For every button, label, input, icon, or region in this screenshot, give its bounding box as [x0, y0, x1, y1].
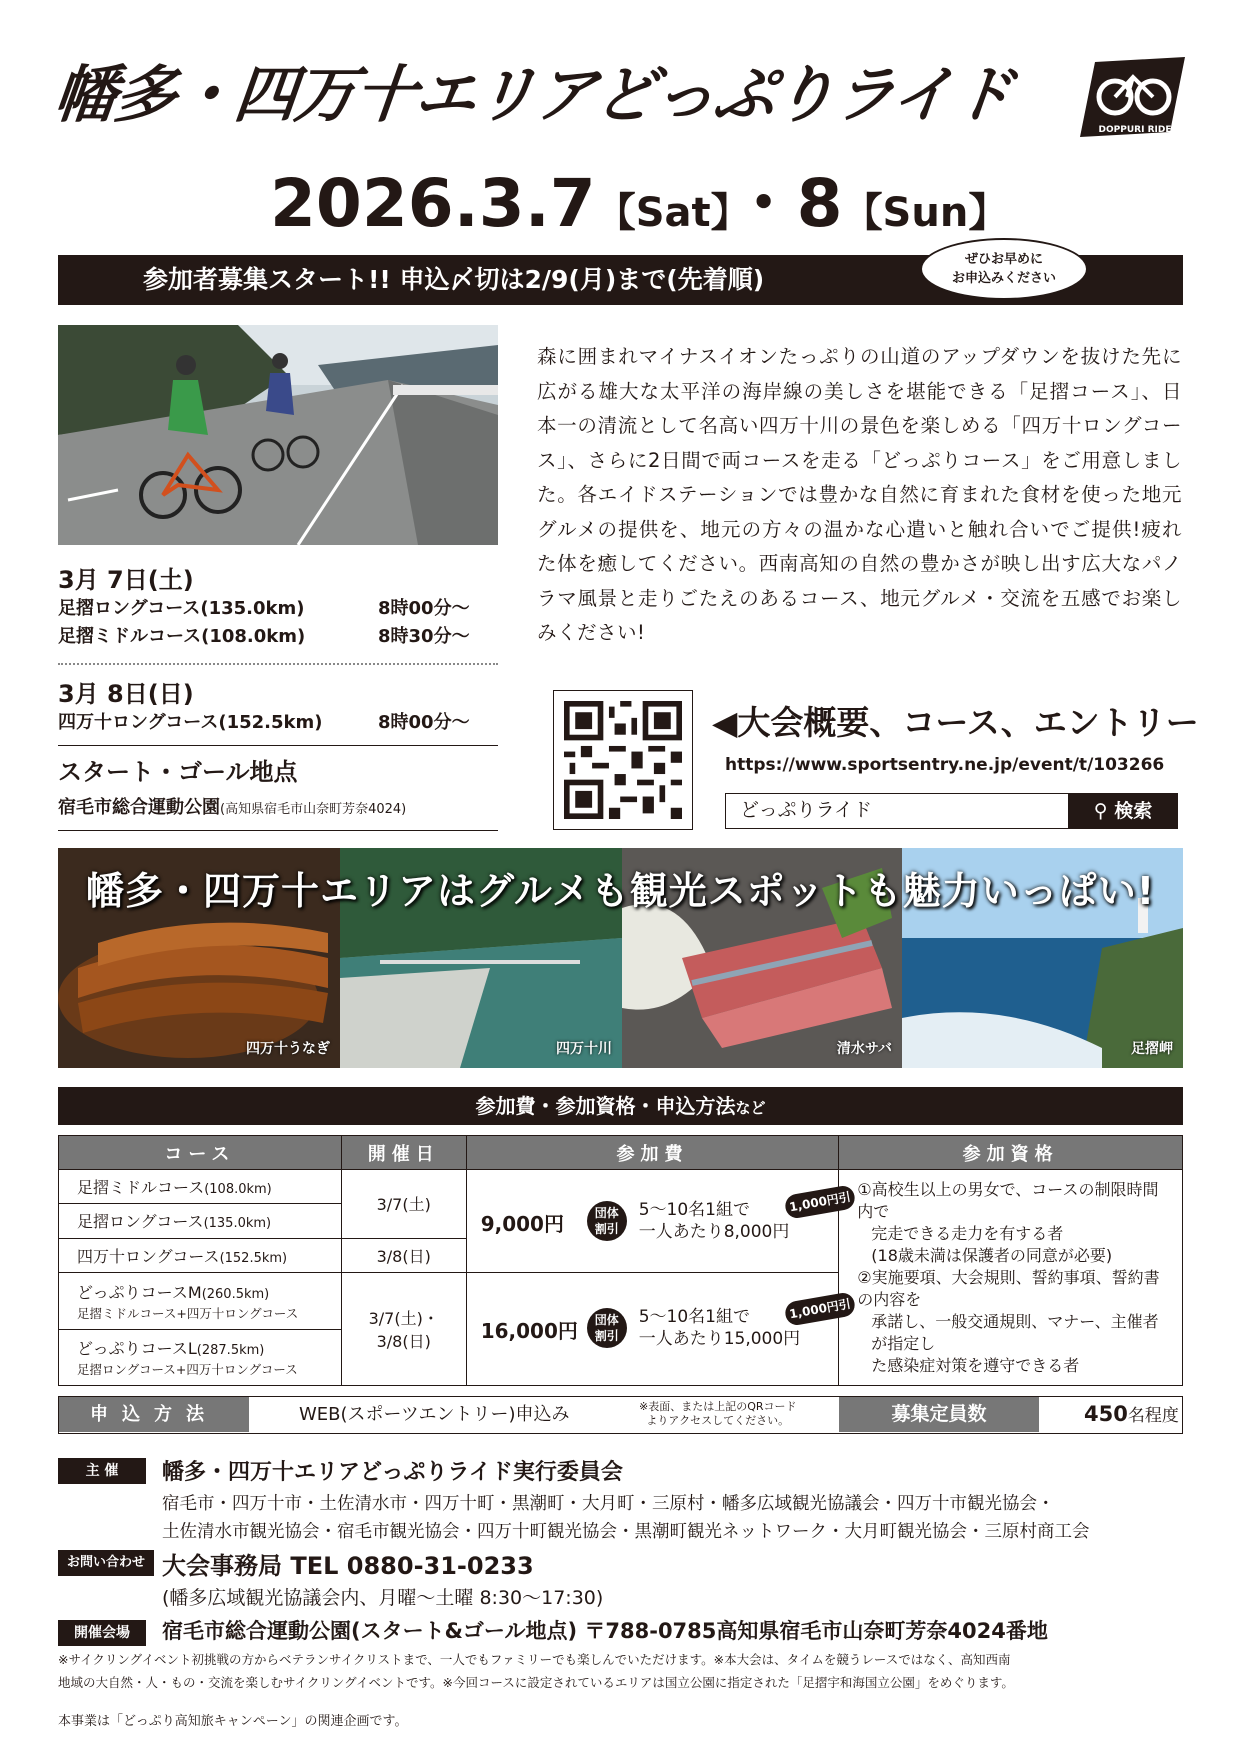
schedule-divider [58, 830, 498, 831]
organizer-members: 土佐清水市観光協会・宿毛市観光協会・四万十町観光協会・黒潮町観光ネットワーク・大月町観光協会・三原村商工会 [162, 1522, 1090, 1542]
col-header: コース [59, 1136, 342, 1170]
qr-code[interactable] [553, 690, 693, 830]
fees-title: 参加費・参加資格・申込方法 [475, 1094, 736, 1118]
fee-price: 16,000円 [480, 1319, 578, 1343]
apply-method: WEB(スポーツエントリー)申込み [299, 1404, 570, 1425]
schedule-row [58, 595, 498, 623]
registration-banner: 参加者募集スタート!! 申込〆切は2/9(月)まで(先着順) [58, 255, 1183, 305]
bubble-line1: ぜひお早めに [964, 252, 1043, 267]
schedule-time: 8時00分〜 [378, 598, 470, 619]
day-first: 【Sat】 [595, 190, 731, 236]
discount-tag: 1,000円引 [783, 1291, 856, 1327]
fees-section-title [58, 1087, 1183, 1125]
bubble-line2: お申込みください [951, 271, 1056, 286]
course-cell: どっぷりコースM(260.5km) 足摺ミドルコース+四万十ロングコース [59, 1273, 342, 1330]
apply-note: ※表面、または上記のQRコード よりアクセスしてください。 [639, 1400, 797, 1427]
fees-table [58, 1135, 1183, 1386]
schedule-course: 足摺ミドルコース(108.0km) [58, 626, 306, 647]
col-header: 参加資格 [839, 1136, 1183, 1170]
course-cell: 足摺ロングコース(135.0km) [59, 1204, 342, 1238]
schedule-row [58, 623, 498, 651]
fee-cell [466, 1170, 852, 1273]
event-date [270, 150, 1070, 240]
group-discount-text: 5〜10名1組で 一人あたり15,000円 [638, 1307, 801, 1349]
col-header: 開催日 [341, 1136, 466, 1170]
date-cell: 3/8(日) [341, 1238, 466, 1272]
early-entry-bubble [920, 238, 1088, 300]
schedule-row [58, 709, 498, 737]
capacity-label: 募集定員数 [839, 1397, 1039, 1432]
triangle-left-icon: ◀ [712, 703, 738, 742]
photo-gallery [58, 848, 1183, 1068]
gallery-label: 清水サバ [836, 1041, 892, 1057]
schedule-course: 足摺ロングコース(135.0km) [58, 598, 305, 619]
contact-label: お問い合わせ [58, 1550, 154, 1576]
schedule-divider [58, 745, 498, 746]
venue-text: 宿毛市総合運動公園(スタート&ゴール地点) 〒788-0785高知県宿毛市山奈町芳奈4024番地 [162, 1619, 1048, 1643]
qr-code-icon [564, 701, 682, 819]
search-icon: ⚲ [1093, 800, 1108, 822]
fee-cell [466, 1273, 852, 1386]
entry-url[interactable]: https://www.sportsentry.ne.jp/event/t/103266 [725, 755, 1165, 775]
capacity-value: 450名程度 [1084, 1402, 1179, 1426]
fees-title-suffix: など [735, 1099, 766, 1117]
venue-title: スタート・ゴール地点 [58, 758, 298, 786]
date-year: 2026 [270, 165, 454, 242]
fee-price: 9,000円 [480, 1212, 564, 1236]
date-cell: 3/7(土)・ 3/8(日) [341, 1273, 466, 1386]
day-second: 【Sun】 [842, 190, 1009, 236]
group-discount-badge: 団体 割引 [587, 1308, 627, 1348]
organizer-label: 主 催 [58, 1458, 146, 1484]
group-discount-badge: 団体 割引 [587, 1201, 627, 1241]
day1-schedule [58, 560, 498, 651]
col-header: 参加費 [466, 1136, 839, 1170]
event-title: 幡多・四万十エリアどっぷりライド [50, 58, 1016, 131]
venue-block [58, 752, 498, 819]
venue-label: 開催会場 [58, 1620, 146, 1646]
date-second: 8 [796, 165, 843, 242]
venue-address: (高知県宿毛市山奈町芳奈4024) [220, 802, 407, 817]
campaign-note: 本事業は「どっぷり高知旅キャンペーン」の関連企画です。 [58, 1714, 408, 1729]
apply-label: 申込方法 [59, 1397, 249, 1432]
gallery-label: 四万十うなぎ [246, 1041, 330, 1057]
footnote: ※サイクリングイベント初挑戦の方からベテランサイクリストまで、一人でもファミリーでも楽しんでいただけます。※本大会は、タイムを競うレースではなく、高知西南 地域の大自然・人・もの・交流を楽しむサイクリングイベントです。※今回コースに設定されているエリアは国立公園に指定された「足摺宇和海国立公園」をめぐります。 [58, 1652, 1014, 1690]
course-cell: 足摺ミドルコース(108.0km) [59, 1170, 342, 1204]
day1-date: 3月 7日(土) [58, 566, 194, 594]
schedule-divider [58, 663, 498, 665]
contact-title: 大会事務局 TEL 0880-31-0233 [162, 1552, 534, 1580]
schedule-time: 8時30分〜 [378, 626, 470, 647]
day2-schedule [58, 674, 498, 737]
discount-tag: 1,000円引 [783, 1184, 856, 1220]
table-header-row [59, 1136, 1183, 1170]
intro-paragraph: 森に囲まれマイナスイオンたっぷりの山道のアップダウンを抜けた先に広がる雄大な太平洋の海岸線の美しさを堪能できる「足摺コース」、日本一の清流として名高い四万十川の景色を楽しめる「四万十ロングコース」、さらに2日間で両コースを走る「どっぷりコース」をご用意しました。各エイドステーションでは豊かな自然に育まれた食材を使った地元グルメの提供を、地元の方々の温かな心遣いと触れ合いでご提供!疲れた体を癒してください。西南高知の自然の豊かさが映し出す広大なパノラマ風景と走りごたえのあるコース、地元グルメ・交流を五感でお楽しみください! [537, 345, 1182, 644]
bicycle-logo-icon [1075, 52, 1190, 142]
group-discount-text: 5〜10名1組で 一人あたり8,000円 [638, 1200, 790, 1242]
date-dot: ・ [730, 165, 797, 242]
apply-row [58, 1396, 1183, 1434]
day2-date: 3月 8日(日) [58, 680, 194, 708]
contact-hours: (幡多広域観光協議会内、月曜〜土曜 8:30〜17:30) [162, 1587, 604, 1609]
qualification-cell: ①高校生以上の男女で、コースの制限時間内で 完走できる走力を有する者 (18歳未満は保護者の同意が必要) ②実施要項、大会規則、誓約事項、誓約書の内容を 承諾し、一般交通規則、マナー、主催者が指定し た感染症対策を遵守できる者 [839, 1170, 1183, 1386]
entry-heading [712, 697, 1199, 744]
date-sep: . [453, 165, 479, 242]
organizer-title: 幡多・四万十エリアどっぷりライド実行委員会 [162, 1460, 623, 1485]
schedule-time: 8時00分〜 [378, 712, 470, 733]
gallery-label: 足摺岬 [1131, 1041, 1173, 1057]
logo-text: DOPPURI RIDE [1098, 125, 1172, 135]
date-first: 3.7 [478, 165, 596, 242]
search-button-label: 検索 [1114, 800, 1153, 822]
table-row [59, 1170, 1183, 1204]
date-cell: 3/7(土) [341, 1170, 466, 1239]
course-cell: どっぷりコースL(287.5km) 足摺ロングコース+四万十ロングコース [59, 1329, 342, 1386]
search-input[interactable]: どっぷりライド [725, 793, 1070, 829]
entry-title: 大会概要、コース、エントリー [737, 703, 1199, 742]
schedule-course: 四万十ロングコース(152.5km) [58, 712, 323, 733]
gallery-label: 四万十川 [556, 1041, 612, 1057]
course-cell: 四万十ロングコース(152.5km) [59, 1238, 342, 1272]
gallery-heading: 幡多・四万十エリアはグルメも観光スポットも魅力いっぱい! [86, 869, 1156, 913]
cyclists-photo [58, 325, 498, 545]
organizer-members: 宿毛市・四万十市・土佐清水市・四万十町・黒潮町・大月町・三原村・幡多広域観光協議会・四万十市観光協会・ [162, 1494, 1055, 1514]
search-button[interactable] [1068, 793, 1178, 829]
venue-name: 宿毛市総合運動公園 [58, 797, 220, 818]
